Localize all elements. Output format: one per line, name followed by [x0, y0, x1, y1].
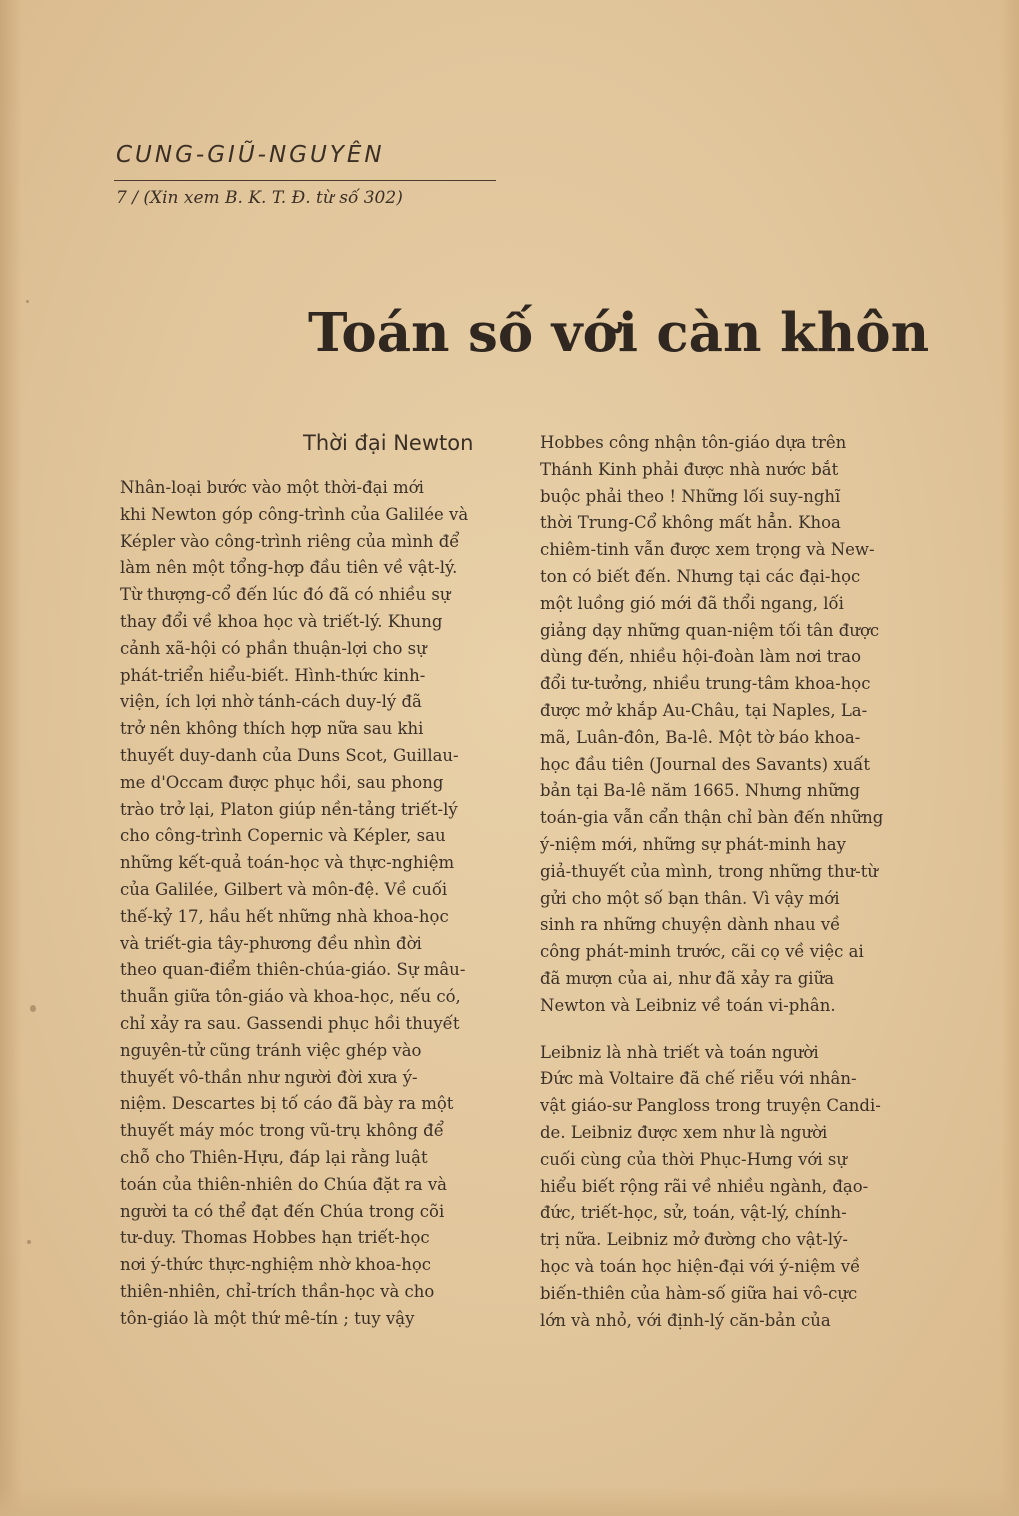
text-line: được mở khắp Au-Châu, tại Naples, La- [540, 700, 868, 720]
page-edge-shadow-right [1001, 0, 1019, 1516]
text-line: mã, Luân-đôn, Ba-lê. Một tờ báo khoa- [540, 727, 861, 747]
text-line: Hobbes công nhận tôn-giáo dựa trên [540, 433, 847, 452]
text-line: ton có biết đến. Nhưng tại các đại-học [540, 566, 861, 586]
text-line: công phát-minh trước, cãi cọ về việc ai [540, 942, 864, 962]
text-line: trở nên không thích hợp nữa sau khi [120, 719, 424, 739]
text-line: khi Newton góp công-trình của Galilée và [120, 504, 469, 524]
text-line: phát-triển hiểu-biết. Hình-thức kinh- [120, 665, 426, 685]
text-line: cảnh xã-hội có phần thuận-lợi cho sự [120, 638, 427, 658]
text-line: Từ thượng-cổ đến lúc đó đã có nhiều sự [120, 585, 451, 605]
text-line: người ta có thể đạt đến Chúa trong cõi [120, 1201, 445, 1221]
text-line: nguyên-tử cũng tránh việc ghép vào [120, 1040, 422, 1060]
text-line: vật giáo-sư Pangloss trong truyện Candi- [540, 1096, 881, 1116]
text-line: đức, triết-học, sử, toán, vật-lý, chính- [540, 1203, 847, 1223]
text-line: viện, ích lợi nhờ tánh-cách duy-lý đã [120, 692, 422, 712]
text-line: một luồng gió mới đã thổi ngang, lối [540, 593, 844, 613]
text-line: Nhân-loại bước vào một thời-đại mới [120, 478, 424, 497]
text-line: làm nên một tổng-hợp đầu tiên về vật-lý. [120, 558, 458, 578]
text-line: lớn và nhỏ, với định-lý căn-bản của [540, 1310, 831, 1330]
text-line: biến-thiên của hàm-số giữa hai vô-cực [540, 1283, 858, 1303]
author-name: CUNG-GIŨ-NGUYÊN [116, 142, 385, 168]
text-line: bản tại Ba-lê năm 1665. Nhưng những [540, 781, 861, 801]
text-line: toán của thiên-nhiên do Chúa đặt ra và [120, 1174, 447, 1194]
text-line: chiêm-tinh vẫn được xem trọng và New- [540, 540, 875, 560]
text-line: thời Trung-Cổ không mất hẳn. Khoa [540, 513, 841, 533]
paragraph-gap [540, 1020, 940, 1040]
text-line: buộc phải theo ! Những lối suy-nghĩ [540, 486, 841, 506]
text-line: của Galilée, Gilbert và môn-đệ. Về cuối [120, 879, 448, 899]
text-line: đã mượn của ai, như đã xảy ra giữa [540, 968, 835, 988]
text-line: những kết-quả toán-học và thực-nghiệm [120, 853, 455, 873]
text-line: niệm. Descartes bị tố cáo đã bày ra một [120, 1094, 454, 1114]
paragraph-hobbes [540, 430, 940, 1020]
text-line: và triết-gia tây-phương đều nhìn đời [120, 933, 422, 953]
text-line: trị nữa. Leibniz mở đường cho vật-lý- [540, 1230, 848, 1250]
text-line: sinh ra những chuyện dành nhau về [540, 915, 841, 935]
text-line: thuẫn giữa tôn-giáo và khoa-học, nếu có, [120, 987, 461, 1007]
page-edge-shadow-bottom [0, 1486, 1019, 1516]
section-heading: Thời đại Newton [303, 431, 474, 455]
text-line: Képler vào công-trình riêng của mình để [120, 531, 460, 551]
text-line: cho công-trình Copernic và Képler, sau [120, 826, 446, 846]
text-line: thế-kỷ 17, hầu hết những nhà khoa-học [120, 906, 449, 926]
text-line: me d'Occam được phục hồi, sau phong [120, 772, 444, 792]
paragraph-leibniz [540, 1040, 940, 1335]
text-line: de. Leibniz được xem như là người [540, 1122, 828, 1142]
text-line: thiên-nhiên, chỉ-trích thần-học và cho [120, 1281, 435, 1301]
text-line: hiểu biết rộng rãi về nhiều ngành, đạo- [540, 1176, 869, 1196]
left-column-text [120, 475, 514, 1333]
author-underline [114, 180, 496, 181]
text-line: học và toán học hiện-đại với ý-niệm về [540, 1256, 861, 1276]
text-line: theo quan-điểm thiên-chúa-giáo. Sự mâu- [120, 960, 466, 980]
text-line: cuối cùng của thời Phục-Hưng với sự [540, 1149, 847, 1169]
text-line: tôn-giáo là một thứ mê-tín ; tuy vậy [120, 1308, 415, 1328]
article-title: Toán số với càn khôn [308, 302, 930, 364]
text-line: Thánh Kinh phải được nhà nước bắt [540, 459, 839, 479]
text-line: tư-duy. Thomas Hobbes hạn triết-học [120, 1228, 430, 1248]
text-line: dùng đến, nhiều hội-đoàn làm nơi trao [540, 647, 862, 667]
text-line: thuyết vô-thần như người đời xưa ý- [120, 1067, 418, 1087]
text-line: chỉ xảy ra sau. Gassendi phục hồi thuyết [120, 1013, 460, 1033]
ink-speck [27, 1240, 31, 1244]
text-line: toán-gia vẫn cẩn thận chỉ bàn đến những [540, 808, 884, 828]
text-line: thay đổi về khoa học và triết-lý. Khung [120, 611, 443, 631]
text-line: giả-thuyết của mình, trong những thư-từ [540, 861, 879, 881]
text-line: thuyết máy móc trong vũ-trụ không để [120, 1121, 444, 1141]
text-line: thuyết duy-danh của Duns Scot, Guillau- [120, 745, 459, 765]
series-note: 7 / (Xin xem B. K. T. Đ. từ số 302) [116, 188, 403, 208]
text-line: học đầu tiên (Journal des Savants) xuất [540, 754, 871, 774]
text-line: ý-niệm mới, những sự phát-minh hay [540, 834, 846, 854]
ink-speck [30, 1005, 36, 1012]
text-line: đổi tư-tưởng, nhiều trung-tâm khoa-học [540, 674, 871, 694]
text-line: trào trở lại, Platon giúp nền-tảng triết-lý [120, 799, 458, 819]
text-line: gửi cho một số bạn thân. Vì vậy mới [540, 888, 840, 908]
text-line: giảng dạy những quan-niệm tối tân được [540, 620, 880, 640]
text-line: Newton và Leibniz về toán vi-phân. [540, 995, 836, 1015]
page-edge-shadow-left [0, 0, 22, 1516]
right-column-text [540, 430, 940, 1334]
text-line: Leibniz là nhà triết và toán người [540, 1042, 819, 1062]
text-line: nơi ý-thức thực-nghiệm nhờ khoa-học [120, 1255, 432, 1275]
ink-speck [26, 300, 29, 303]
text-line: chỗ cho Thiên-Hựu, đáp lại rằng luật [120, 1147, 428, 1167]
text-line: Đức mà Voltaire đã chế riễu với nhân- [540, 1069, 857, 1089]
